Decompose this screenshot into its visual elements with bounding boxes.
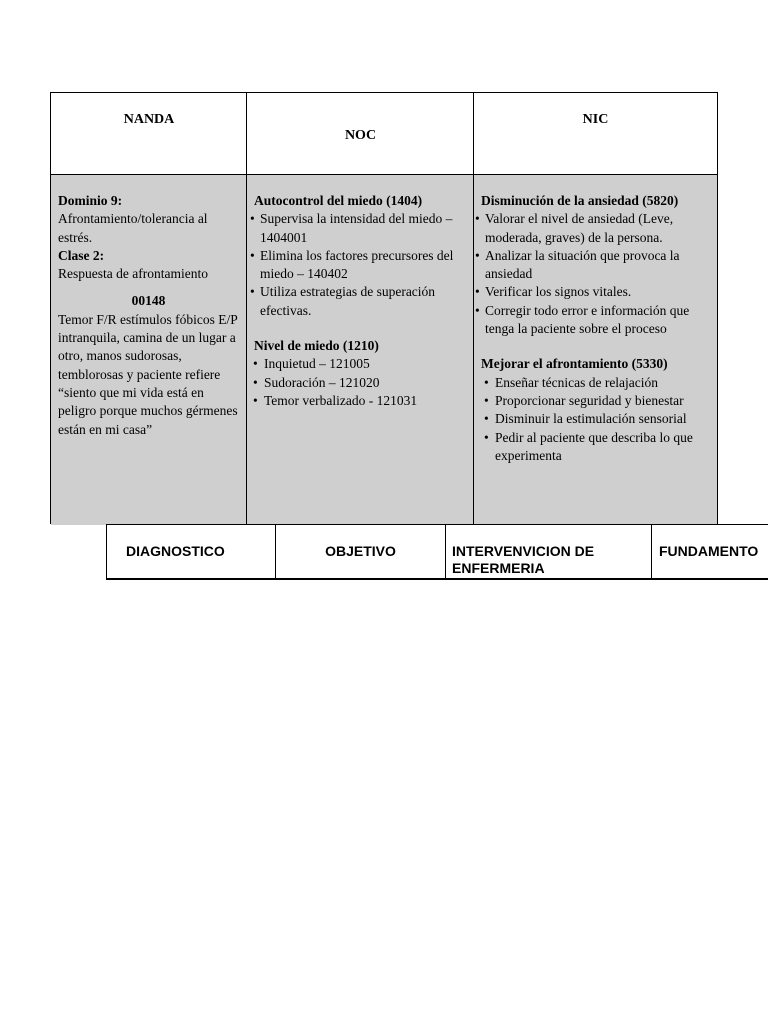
noc-item: • Supervisa la intensidad del miedo – 1404001 — [250, 210, 466, 247]
header-nanda — [51, 93, 247, 174]
nic-item: • Pedir al paciente que describa lo que experimenta — [481, 429, 711, 466]
nic-item: • Enseñar técnicas de relajación — [481, 374, 711, 392]
nic-cell — [474, 174, 717, 525]
header-intervencion: INTERVENVICION DE ENFERMERIA — [452, 543, 595, 576]
header-noc-label: NOC — [344, 128, 377, 143]
header-divider — [51, 174, 717, 175]
header-fundamento: FUNDAMENTO — [659, 543, 759, 559]
nic-item: • Analizar la situación que provoca la ansiedad — [475, 247, 711, 284]
noc-item: • Utiliza estrategias de superación efectivas. — [250, 283, 466, 320]
nanda-code: 00148 — [131, 293, 166, 309]
nic-item: • Verificar los signos vitales. — [475, 283, 711, 301]
noc-section2-title: Nivel de miedo (1210) — [254, 338, 379, 354]
header-nic-label: NIC — [582, 112, 609, 127]
nanda-description: Temor F/R estímulos fóbicos E/P intranquila, camina de un lugar a otro, manos sudorosas, temblorosas y paciente refiere “siento que mi vida está en peligro porque muchos gérmenes están en mi casa” — [58, 311, 238, 437]
care-plan-header-table — [106, 524, 768, 580]
noc-item: • Inquietud – 121005 — [250, 355, 466, 373]
column-divider — [445, 525, 446, 579]
column-divider — [246, 93, 247, 525]
dominio-text: Afrontamiento/tolerancia al estrés. — [58, 211, 208, 245]
nic-item: • Proporcionar seguridad y bienestar — [481, 392, 711, 410]
dominio-label: Dominio 9: — [58, 193, 123, 208]
nic-item: • Valorar el nivel de ansiedad (Leve, moderada, graves) de la persona. — [475, 210, 711, 247]
column-divider — [651, 525, 652, 579]
clase-text: Respuesta de afrontamiento — [58, 266, 208, 282]
nic-section1-title: Disminución de la ansiedad (5820) — [481, 193, 679, 208]
noc-cell — [247, 174, 474, 525]
noc-item: • Temor verbalizado - 121031 — [250, 392, 466, 410]
header-objetivo: OBJETIVO — [325, 543, 396, 559]
header-nic — [474, 93, 717, 174]
noc-item: • Sudoración – 121020 — [250, 374, 466, 392]
nursing-care-table — [50, 92, 718, 524]
noc-section1-title: Autocontrol del miedo (1404) — [254, 193, 423, 208]
column-divider — [473, 93, 474, 525]
header-nanda-label: NANDA — [123, 112, 175, 127]
column-divider — [106, 525, 107, 579]
nanda-cell — [51, 174, 247, 525]
nic-section2-title: Mejorar el afrontamiento (5330) — [481, 356, 668, 372]
nic-item: • Disminuir la estimulación sensorial — [481, 410, 711, 428]
header-noc — [247, 93, 474, 174]
header-diagnostico: DIAGNOSTICO — [126, 543, 225, 559]
noc-item: • Elimina los factores precursores del miedo – 140402 — [250, 247, 466, 284]
clase-label: Clase 2: — [58, 247, 105, 263]
nic-item: • Corregir todo error e información que tenga la paciente sobre el proceso — [475, 302, 711, 339]
